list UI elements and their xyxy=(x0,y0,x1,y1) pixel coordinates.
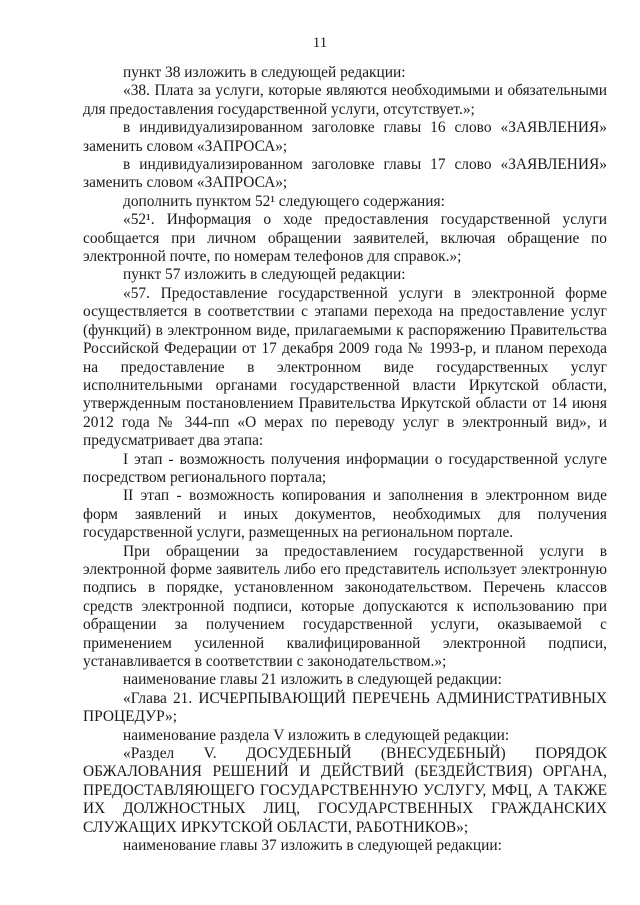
paragraph: в индивидуализированном заголовке главы 17 слово «ЗАЯВЛЕНИЯ» заменить словом «ЗАПРОСА»; xyxy=(83,156,607,192)
paragraph: «Глава 21. ИСЧЕРПЫВАЮЩИЙ ПЕРЕЧЕНЬ АДМИНИСТРАТИВНЫХ ПРОЦЕДУР»; xyxy=(83,689,607,726)
paragraph: II этап - возможность копирования и заполнения в электронном виде форм заявлений и иных документов, необходимых для получения государственной услуги, размещенных на региональном портале. xyxy=(83,487,607,542)
paragraph: «57. Предоставление государственной услуги в электронной форме осуществляется в соответствии с этапами перехода на предоставление услуг (функций) в электронном виде, прилагаемыми к распоряжению Правительства Российской Федерации от 17 декабря 2009 года № 1993-р, и планом перехода на предоставление в электронном виде государственных услуг исполнительными органами государственной власти Иркутской области, утвержденным постановлением Правительства Иркутской области от 14 июня 2012 года № 344-пп «О мерах по переводу услуг в электронный вид», и предусматривает два этапа: xyxy=(83,284,607,450)
page-number: 11 xyxy=(312,35,328,51)
paragraph: в индивидуализированном заголовке главы 16 слово «ЗАЯВЛЕНИЯ» заменить словом «ЗАПРОСА»; xyxy=(83,119,607,155)
paragraph: наименование главы 21 изложить в следующей редакции: xyxy=(123,671,502,689)
paragraph: «38. Плата за услуги, которые являются необходимыми и обязательными для предоставления государственной услуги, отсутствует.»; xyxy=(83,82,607,118)
paragraph: наименование главы 37 изложить в следующей редакции: xyxy=(123,837,502,855)
paragraph: наименование раздела V изложить в следующей редакции: xyxy=(123,726,510,744)
paragraph: I этап - возможность получения информации о государственной услуге посредством регионального портала; xyxy=(83,450,607,486)
paragraph: пункт 38 изложить в следующей редакции: xyxy=(123,64,406,81)
document-body xyxy=(83,64,607,855)
paragraph: «Раздел V. ДОСУДЕБНЫЙ (ВНЕСУДЕБНЫЙ) ПОРЯДОК ОБЖАЛОВАНИЯ РЕШЕНИЙ И ДЕЙСТВИЙ (БЕЗДЕЙСТВИЯ) ОРГАНА, ПРЕДОСТАВЛЯЮЩЕГО ГОСУДАРСТВЕННУЮ УСЛУГУ, МФЦ, А ТАКЖЕ ИХ ДОЛЖНОСТНЫХ ЛИЦ, ГОСУДАРСТВЕННЫХ ГРАЖДАНСКИХ СЛУЖАЩИХ ИРКУТСКОЙ ОБЛАСТИ, РАБОТНИКОВ»; xyxy=(83,745,607,836)
paragraph: пункт 57 изложить в следующей редакции: xyxy=(123,266,406,284)
paragraph: дополнить пунктом 52¹ следующего содержания: xyxy=(123,192,445,210)
paragraph: При обращении за предоставлением государственной услуги в электронной форме заявитель либо его представитель использует электронную подпись в порядке, установленном законодательством. Перечень классов средств электронной подписи, которые допускаются к использованию при обращении за получением государственной услуги, оказываемой с применением усиленной квалифицированной электронной подписи, устанавливается в соответствии с законодательством.»; xyxy=(83,542,607,670)
paragraph: «52¹. Информация о ходе предоставления государственной услуги сообщается при личном обращении заявителей, включая обращение по электронной почте, по номерам телефонов для справок.»; xyxy=(83,211,607,266)
